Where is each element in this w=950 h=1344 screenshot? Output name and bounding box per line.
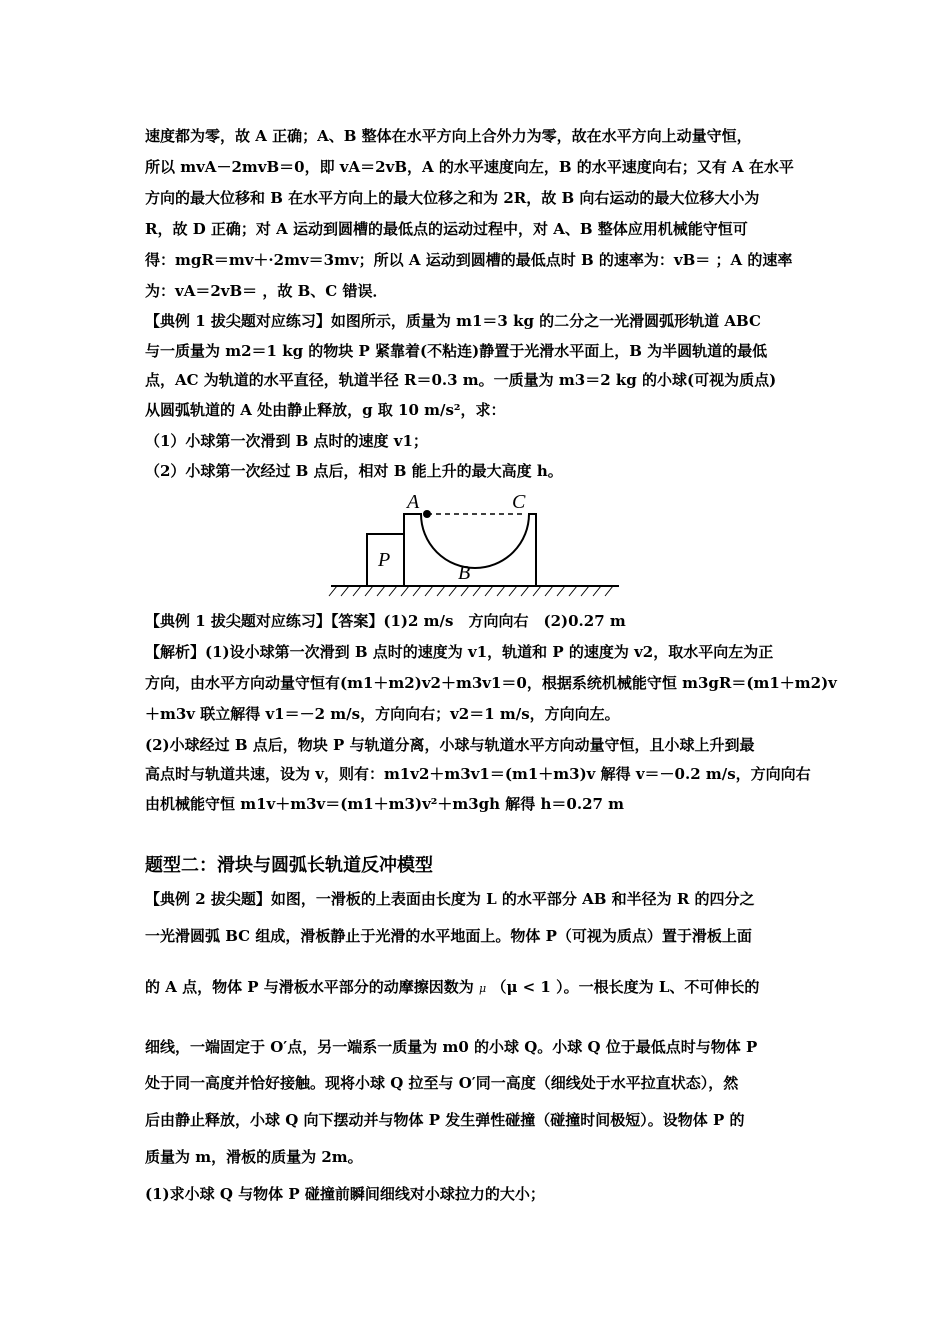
text-line: R，故 D 正确；对 A 运动到圆槽的最低点的运动过程中，对 A、B 整体应用机械能守恒可	[145, 220, 748, 238]
question-1: （1）小球第一次滑到 B 点时的速度 v1；	[145, 432, 428, 450]
solution-line: 由机械能守恒 m1v＋m3v＝(m1＋m3)v²＋m3gh 解得 h＝0.27 m	[145, 795, 625, 813]
label-c: C	[512, 492, 526, 513]
label-p: P	[378, 549, 391, 571]
answer-line: 【典例 1 拔尖题对应练习】【答案】(1)2 m/s 方向向右 (2)0.27 m	[145, 612, 626, 630]
label-a: A	[407, 492, 420, 513]
text-line: 后由静止释放，小球 Q 向下摆动并与物体 P 发生弹性碰撞（碰撞时间极短）。设物体 P 的	[145, 1111, 745, 1129]
track-diagram	[327, 492, 623, 598]
text-segment: 的 A 点，物体 P 与滑板水平部分的动摩擦因数为	[145, 978, 474, 996]
example1-title-line: 【典例 1 拔尖题对应练习】如图所示，质量为 m1＝3 kg 的二分之一光滑圆弧形轨道 ABC	[145, 312, 761, 330]
text-line: 一光滑圆弧 BC 组成，滑板静止于光滑的水平地面上。物体 P（可视为质点）置于滑板上面	[145, 927, 752, 945]
text-line: 细线，一端固定于 O′点，另一端系一质量为 m0 的小球 Q。小球 Q 位于最低点时与物体 P	[145, 1038, 758, 1056]
text-line: 得：mgR＝mv＋·2mv＝3mv；所以 A 运动到圆槽的最低点时 B 的速率为：vB＝ ；A 的速率	[145, 251, 793, 269]
text-line: 所以 mvA－2mvB＝0，即 vA＝2vB，A 的水平速度向左，B 的水平速度向右；又有 A 在水平	[145, 158, 794, 176]
text-line: 质量为 m，滑板的质量为 2m。	[145, 1148, 363, 1166]
solution-line: ＋m3v 联立解得 v1＝－2 m/s，方向向右；v2＝1 m/s，方向向左。	[145, 705, 620, 723]
solution-line: (2)小球经过 B 点后，物块 P 与轨道分离，小球与轨道水平方向动量守恒，且小球上升到最	[145, 736, 755, 754]
ball	[423, 510, 431, 518]
example2-title-line: 【典例 2 拔尖题】如图，一滑板的上表面由长度为 L 的水平部分 AB 和半径为 R 的四分之	[145, 890, 755, 908]
label-b: B	[458, 562, 471, 584]
text-segment: ）。一根长度为 L、不可伸长的	[556, 978, 760, 996]
mu-symbol: μ	[479, 982, 487, 995]
section-title: 题型二：滑块与圆弧长轨道反冲模型	[145, 855, 433, 876]
text-line: 处于同一高度并恰好接触。现将小球 Q 拉至与 O′同一高度（细线处于水平拉直状态），然	[145, 1074, 739, 1092]
text-line: 为：vA＝2vB＝ ，故 B、C 错误．	[145, 282, 388, 300]
solution-line: 高点时与轨道共速，设为 v，则有：m1v2＋m3v1＝(m1＋m3)v 解得 v＝－0.2 m/s，方向向右	[145, 765, 811, 783]
text-line: 方向的最大位移和 B 在水平方向上的最大位移之和为 2R，故 B 向右运动的最大位移大小为	[145, 189, 760, 207]
mu-condition: （μ < 1	[491, 978, 551, 996]
text-line: 速度都为零，故 A 正确；A、B 整体在水平方向上合外力为零，故在水平方向上动量守恒，	[145, 127, 752, 145]
solution-line: 【解析】(1)设小球第一次滑到 B 点时的速度为 v1，轨道和 P 的速度为 v2，取水平向左为正	[145, 643, 774, 661]
question-line: (1)求小球 Q 与物体 P 碰撞前瞬间细线对小球拉力的大小；	[145, 1185, 545, 1203]
solution-line: 方向，由水平方向动量守恒有(m1＋m2)v2＋m3v1＝0，根据系统机械能守恒 m3gR＝(m1＋m2)v	[145, 674, 837, 692]
text-line: 从圆弧轨道的 A 处由静止释放，g 取 10 m/s²，求：	[145, 401, 506, 419]
text-line: 点，AC 为轨道的水平直径，轨道半径 R＝0.3 m。一质量为 m3＝2 kg 的小球(可视为质点)	[145, 371, 777, 389]
text-line-with-mu	[145, 977, 810, 999]
question-2: （2）小球第一次经过 B 点后，相对 B 能上升的最大高度 h。	[145, 462, 563, 480]
text-line: 与一质量为 m2＝1 kg 的物块 P 紧靠着(不粘连)静置于光滑水平面上，B 为半圆轨道的最低	[145, 342, 768, 360]
